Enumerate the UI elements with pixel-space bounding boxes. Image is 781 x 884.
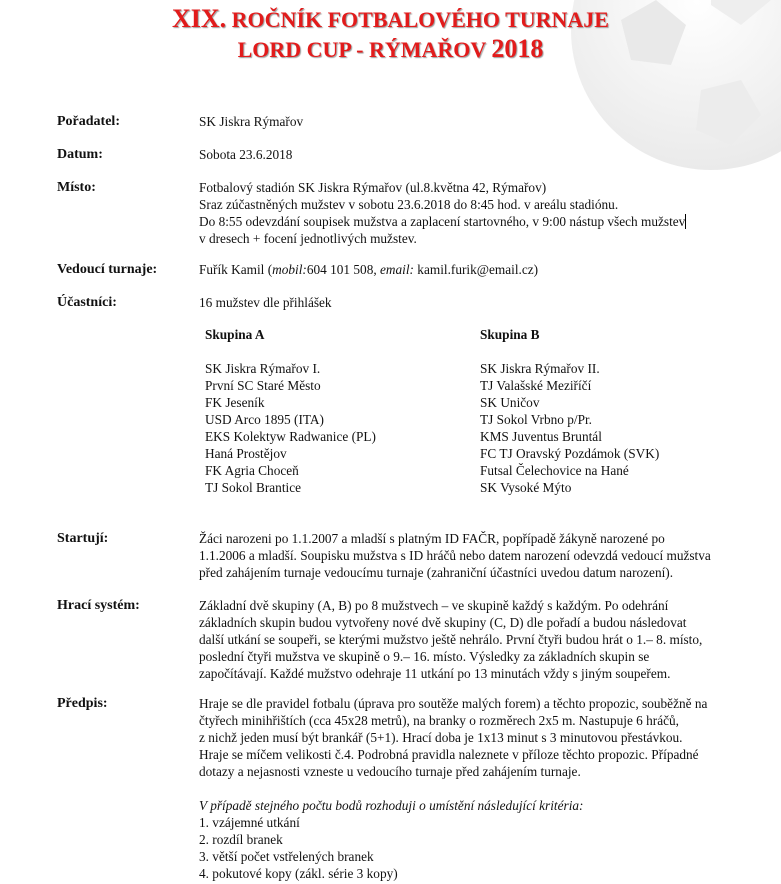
datum-value: Sobota 23.6.2018	[199, 147, 293, 162]
hraci-system-label: Hrací systém:	[57, 598, 140, 613]
vedouci-name: Fuřík Kamil (	[199, 262, 273, 277]
misto-value	[199, 179, 772, 247]
team-item: TJ Sokol Vrbno p/Pr.	[480, 412, 592, 427]
vedouci-value	[199, 261, 772, 278]
team-item: SK Uničov	[480, 395, 540, 410]
criteria-item: 2. rozdíl branek	[199, 832, 283, 847]
title-line-2-text: LORD CUP - RÝMAŘOV	[237, 37, 486, 62]
text-cursor	[685, 214, 686, 229]
misto-label: Místo:	[57, 180, 96, 195]
hraci-system-line: poslední čtyři mužstva ve skupině o 9.– 16. místo. Výsledky za základních skupin se	[199, 649, 650, 664]
document-title	[0, 4, 781, 64]
team-item: EKS Kolektyw Radwanice (PL)	[205, 429, 376, 444]
ucastnici-value: 16 mužstev dle přihlášek	[199, 295, 332, 310]
team-item: TJ Valašské Meziříčí	[480, 378, 592, 393]
predpis-line: Hraje se dle pravidel fotbalu (úprava pro soutěže malých forem) a těchto propozic, souběžně na	[199, 696, 708, 711]
poradatel-label: Pořadatel:	[57, 114, 120, 129]
email-address: kamil.furik@email.cz)	[413, 262, 539, 277]
predpis-value	[199, 695, 772, 882]
team-item: SK Vysoké Mýto	[480, 480, 572, 495]
misto-line: Sraz zúčastněných mužstev v sobotu 23.6.2018 do 8:45 hod. v areálu stadiónu.	[199, 197, 619, 212]
criteria-item: 4. pokutové kopy (zákl. série 3 kopy)	[199, 866, 398, 881]
predpis-line: z nichž jeden musí být brankář (5+1). Hrací doba je 1x13 minut s 3 minutovou přestávkou.	[199, 730, 683, 745]
mobil-number: 604 101 508,	[306, 262, 380, 277]
group-b-title: Skupina B	[480, 327, 540, 342]
team-item: FC TJ Oravský Pozdámok (SVK)	[480, 446, 660, 461]
startuji-line: 1.1.2006 a mladší. Soupisku mužstva s ID hráčů nebo datem narození odevzdá vedoucí mužstva	[199, 548, 711, 563]
team-item: Futsal Čelechovice na Hané	[480, 463, 629, 478]
hraci-system-line: započítávají. Každé mužstvo odehraje 11 utkání po 13 minutách vždy s jiným soupeřem.	[199, 666, 671, 681]
group-b	[480, 326, 750, 496]
poradatel-value: SK Jiskra Rýmařov	[199, 114, 304, 129]
predpis-line: dotazy a nejasnosti vzneste u vedoucího turnaje před zahájením turnaje.	[199, 764, 581, 779]
team-item: USD Arco 1895 (ITA)	[205, 412, 324, 427]
misto-line: Fotbalový stadión SK Jiskra Rýmařov (ul.8.května 42, Rýmařov)	[199, 180, 547, 195]
misto-line: v dresech + focení jednotlivých mužstev.	[199, 231, 417, 246]
predpis-line: čtyřech minihřištích (cca 45x28 metrů), na branky o rozměrech 2x5 m. Nastupuje 6 hráčů,	[199, 713, 679, 728]
startuji-line: Žáci narozeni po 1.1.2007 a mladší s platným ID FAČR, popřípadě žákyně narozené po	[199, 531, 665, 546]
email-label: email:	[380, 262, 414, 277]
predpis-label: Předpis:	[57, 696, 108, 711]
startuji-value	[199, 530, 772, 581]
title-roman-number: XIX.	[172, 4, 227, 33]
team-item: Haná Prostějov	[205, 446, 287, 461]
group-a-title: Skupina A	[205, 327, 265, 342]
mobil-label: mobil:	[272, 262, 307, 277]
datum-label: Datum:	[57, 147, 103, 162]
title-line-2	[0, 34, 781, 64]
predpis-line: Hraje se míčem velikosti č.4. Podrobná pravidla naleznete v příloze těchto propozic. Případné	[199, 747, 699, 762]
team-item: SK Jiskra Rýmařov II.	[480, 361, 600, 376]
team-item: KMS Juventus Bruntál	[480, 429, 602, 444]
criteria-title: V případě stejného počtu bodů rozhoduji o umístění následující kritéria:	[199, 798, 584, 813]
hraci-system-line: Základní dvě skupiny (A, B) po 8 mužstvech – ve skupině každý s každým. Po odehrání	[199, 598, 669, 613]
group-a	[205, 326, 475, 496]
hraci-system-line: další utkání se soupeři, se kterými mužstvo ještě nehrálo. První čtyři budou hrát o 1.– 8. místo,	[199, 632, 703, 647]
team-item: FK Jeseník	[205, 395, 265, 410]
title-line-1	[0, 4, 781, 34]
misto-line: Do 8:55 odevzdání soupisek mužstva a zaplacení startovného, v 9:00 nástup všech mužstev	[199, 214, 686, 229]
team-item: FK Agria Choceň	[205, 463, 299, 478]
startuji-line: před zahájením turnaje vedoucímu turnaje (zahraniční účastníci uvedou datum narození).	[199, 565, 674, 580]
criteria-item: 1. vzájemné utkání	[199, 815, 300, 830]
team-item: SK Jiskra Rýmařov I.	[205, 361, 321, 376]
vedouci-label: Vedoucí turnaje:	[57, 262, 158, 277]
startuji-label: Startují:	[57, 531, 109, 546]
ucastnici-label: Účastníci:	[57, 295, 117, 310]
hraci-system-line: základních skupin budou vytvořeny nové dvě skupiny (C, D) dle pořadí a budou následovat	[199, 615, 687, 630]
title-year: 2018	[491, 34, 544, 63]
team-item: První SC Staré Město	[205, 378, 321, 393]
criteria-item: 3. větší počet vstřelených branek	[199, 849, 374, 864]
title-line-1-text: ROČNÍK FOTBALOVÉHO TURNAJE	[231, 7, 609, 32]
hraci-system-value	[199, 597, 772, 682]
team-item: TJ Sokol Brantice	[205, 480, 302, 495]
